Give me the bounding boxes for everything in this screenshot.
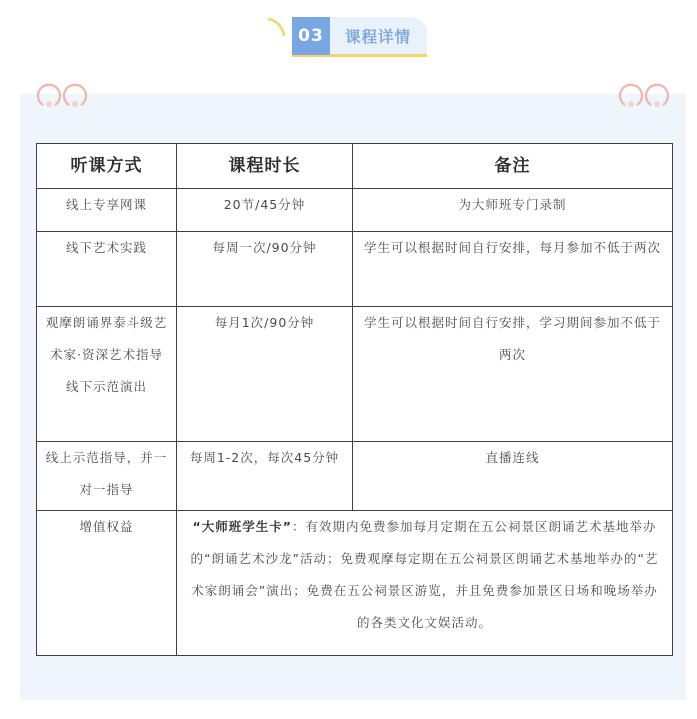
swoosh-decoration-icon [266, 16, 288, 38]
notebook-rings-icon [35, 77, 93, 113]
column-header-duration: 课程时长 [177, 144, 353, 189]
method-cell: 线上专享网课 [37, 189, 177, 232]
section-header [0, 0, 697, 70]
table-row [37, 232, 673, 307]
section-number: 03 [292, 17, 330, 55]
value-added-description [177, 511, 673, 656]
notebook-rings-icon [617, 77, 675, 113]
column-header-notes: 备注 [353, 144, 673, 189]
value-added-row [37, 511, 673, 656]
column-header-method: 听课方式 [37, 144, 177, 189]
table-header-row [37, 144, 673, 189]
notes-cell: 直播连线 [353, 442, 673, 511]
duration-cell: 每月1次/90分钟 [177, 307, 353, 442]
duration-cell: 每周1-2次，每次45分钟 [177, 442, 353, 511]
notes-cell: 为大师班专门录制 [353, 189, 673, 232]
method-cell: 观摩朗诵界泰斗级艺术家·资深艺术指导 线下示范演出 [37, 307, 177, 442]
duration-cell: 每周一次/90分钟 [177, 232, 353, 307]
table-row [37, 307, 673, 442]
duration-cell: 20节/45分钟 [177, 189, 353, 232]
student-card-highlight: “大师班学生卡” [192, 519, 292, 534]
section-title: 课程详情 [345, 28, 412, 46]
method-cell: 线下艺术实践 [37, 232, 177, 307]
value-added-label: 增值权益 [37, 511, 177, 656]
notes-cell: 学生可以根据时间自行安排，学习期间参加不低于两次 [353, 307, 673, 442]
method-cell: 线上示范指导，并一对一指导 [37, 442, 177, 511]
table-row [37, 442, 673, 511]
notes-cell: 学生可以根据时间自行安排，每月参加不低于两次 [353, 232, 673, 307]
value-added-text: ：有效期内免费参加每月定期在五公祠景区朗诵艺术基地举办的“朗诵艺术沙龙”活动；免费观摩每定期在五公祠景区朗诵艺术基地举办的“艺术家朗诵会”演出；免费在五公祠景区游览，并且免费参加景区日场和晚场举办的各类文化文娱活动。 [190, 519, 659, 630]
table-row [37, 189, 673, 232]
course-detail-table [36, 143, 673, 656]
